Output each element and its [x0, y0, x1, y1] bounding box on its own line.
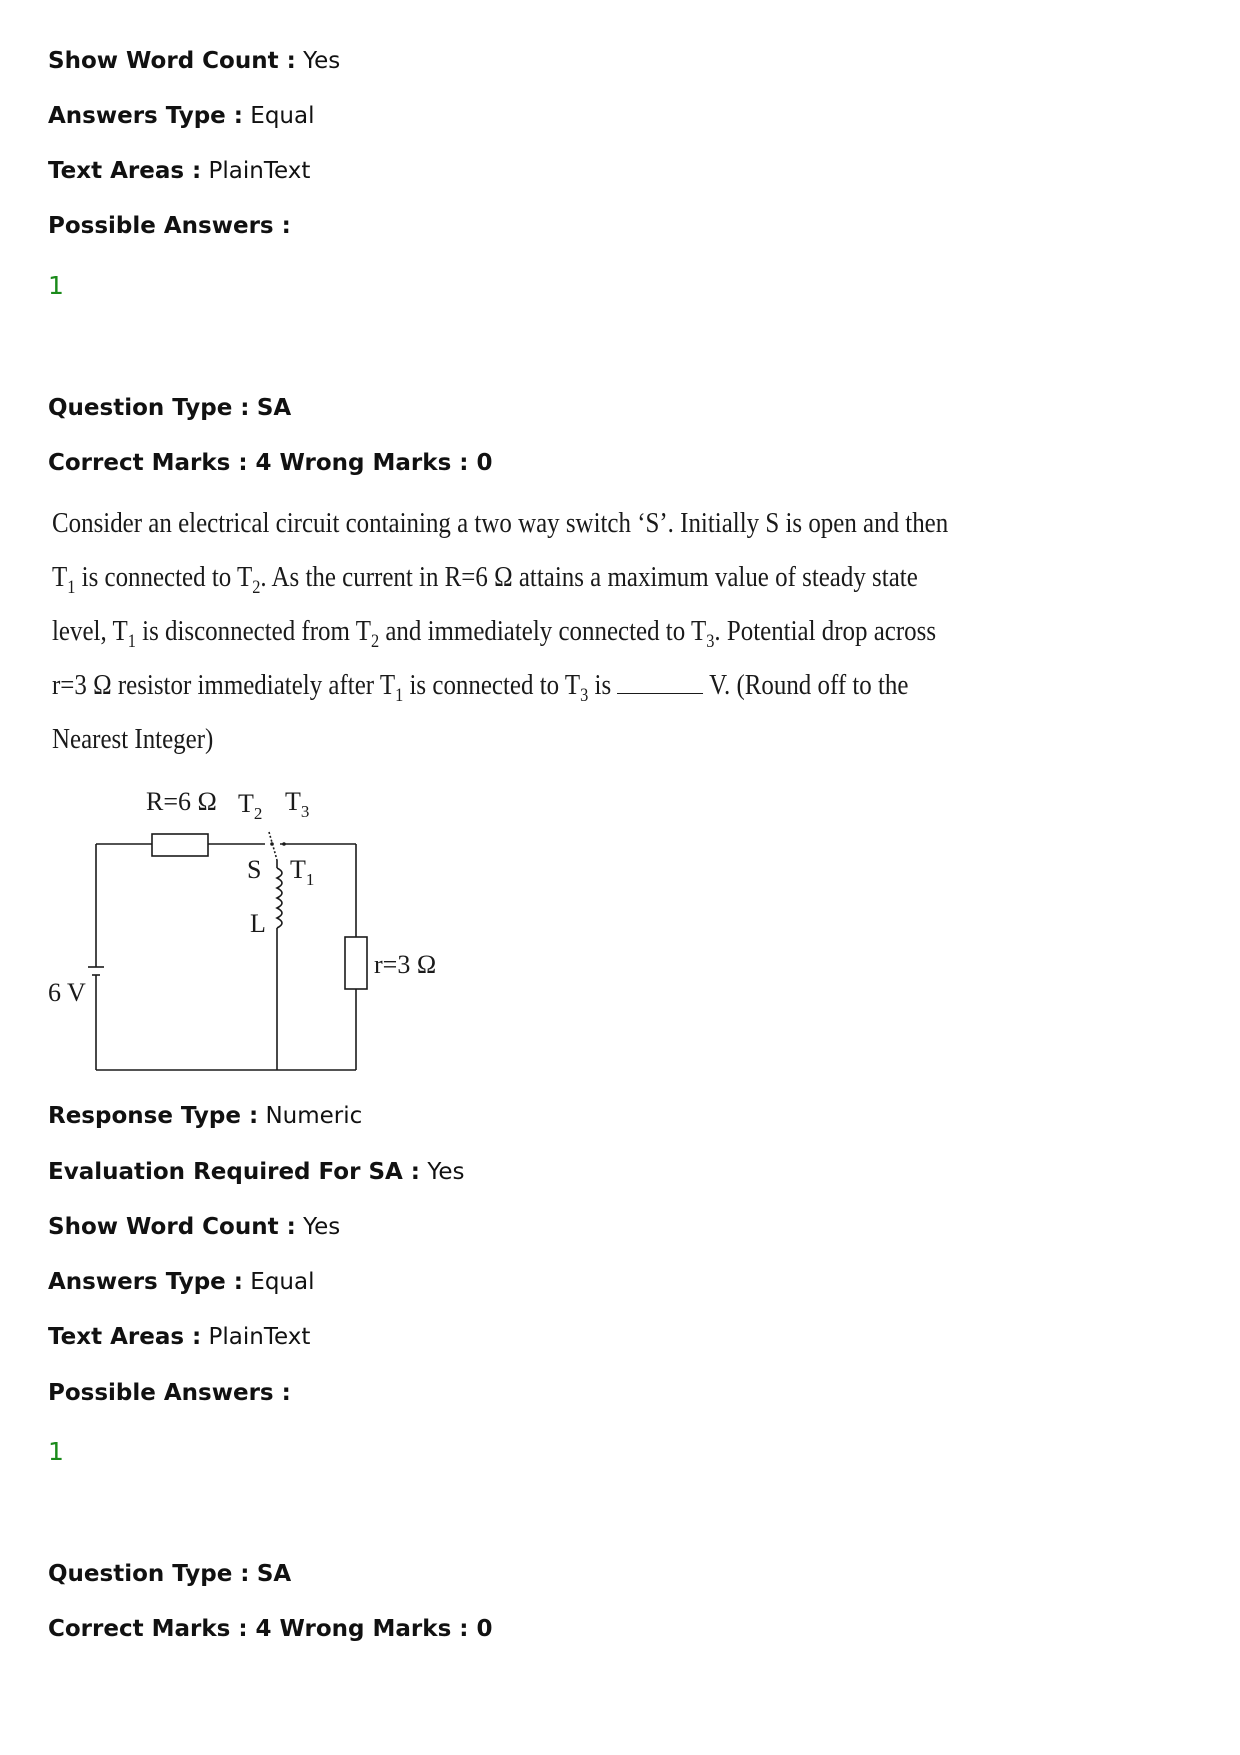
possible-answers-row: [48, 211, 291, 241]
terminal-t2: [270, 842, 274, 846]
evaluation-row: [48, 1157, 464, 1187]
text-areas-row: [48, 156, 310, 186]
question-type-label: Question Type :: [48, 1561, 250, 1587]
answers-type-row: [48, 1267, 315, 1297]
marks-row: [48, 448, 492, 478]
possible-answers-label: Possible Answers :: [48, 1380, 291, 1406]
show-word-count-label: Show Word Count :: [48, 1214, 296, 1240]
evaluation-label: Evaluation Required For SA :: [48, 1159, 421, 1185]
l-label: L: [250, 909, 266, 938]
possible-answers-row: [48, 1378, 291, 1408]
response-type-value: Numeric: [265, 1103, 363, 1129]
answers-type-label: Answers Type :: [48, 1269, 243, 1295]
possible-answer-value: 1: [48, 271, 64, 300]
subscript: 1: [127, 631, 136, 652]
question-text-part: is: [588, 669, 618, 701]
possible-answers-label: Possible Answers :: [48, 213, 291, 239]
evaluation-value: Yes: [427, 1159, 465, 1185]
question-type-label: Question Type :: [48, 395, 250, 421]
t1-label: $T_1$: [290, 855, 315, 889]
circuit-diagram: [40, 772, 460, 1072]
inductor-coil: [277, 868, 282, 928]
marks-row: [48, 1614, 492, 1644]
switch-blade: [269, 832, 277, 860]
small-r-label: r=3 Ω: [374, 950, 437, 979]
question-text-part: . Potential drop across r=3 Ω resistor immediately after T: [52, 615, 937, 701]
answers-type-value: Equal: [250, 103, 315, 129]
subscript: 3: [580, 685, 589, 706]
resistor-small-r: [345, 937, 367, 989]
text-areas-value: PlainText: [208, 1324, 311, 1350]
answers-type-label: Answers Type :: [48, 103, 243, 129]
question-text-part: is connected to T: [403, 669, 581, 701]
t2-label: $T_2$: [238, 789, 263, 823]
question-text-part: . As the current in R=6 Ω attains a maximum value of steady state level, T: [52, 561, 918, 647]
text-areas-row: [48, 1322, 310, 1352]
question-text-part: is disconnected from T: [135, 615, 371, 647]
possible-answer-value: 1: [48, 1437, 64, 1466]
question-type-row: [48, 1559, 291, 1589]
question-text-part: and immediately connected to T: [379, 615, 707, 647]
question-text: [52, 496, 964, 766]
question-text-part: Consider an electrical circuit containing a two way switch ‘S’. Initially S is open and then T: [52, 507, 949, 593]
t3-label: $T_3$: [285, 787, 310, 821]
text-areas-value: PlainText: [208, 158, 311, 184]
question-text-part: is connected to T: [75, 561, 253, 593]
text-areas-label: Text Areas :: [48, 1324, 202, 1350]
resistor-r: [152, 834, 208, 856]
show-word-count-value: Yes: [303, 48, 341, 74]
s-label: S: [247, 855, 262, 884]
subscript: 2: [370, 631, 380, 652]
question-type-row: [48, 393, 291, 423]
question-type-value: SA: [256, 395, 292, 421]
text-areas-label: Text Areas :: [48, 158, 202, 184]
terminal-t3: [282, 842, 286, 846]
answer-blank: [617, 669, 703, 694]
show-word-count-row: [48, 1212, 340, 1242]
response-type-row: [48, 1101, 362, 1131]
answers-type-value: Equal: [250, 1269, 315, 1295]
question-type-value: SA: [256, 1561, 292, 1587]
show-word-count-label: Show Word Count :: [48, 48, 296, 74]
marks-text: Correct Marks : 4 Wrong Marks : 0: [48, 450, 493, 476]
subscript: 3: [706, 631, 715, 652]
answers-type-row: [48, 101, 315, 131]
r-label: R=6 Ω: [146, 787, 217, 816]
question-text-part: V. (Round off to the Nearest Integer): [52, 669, 909, 755]
subscript: 1: [67, 577, 76, 598]
show-word-count-value: Yes: [303, 1214, 341, 1240]
show-word-count-row: [48, 46, 340, 76]
subscript: 2: [252, 577, 261, 598]
subscript: 1: [395, 685, 404, 706]
battery-label: 6 V: [48, 978, 86, 1007]
marks-text: Correct Marks : 4 Wrong Marks : 0: [48, 1616, 493, 1642]
response-type-label: Response Type :: [48, 1103, 259, 1129]
